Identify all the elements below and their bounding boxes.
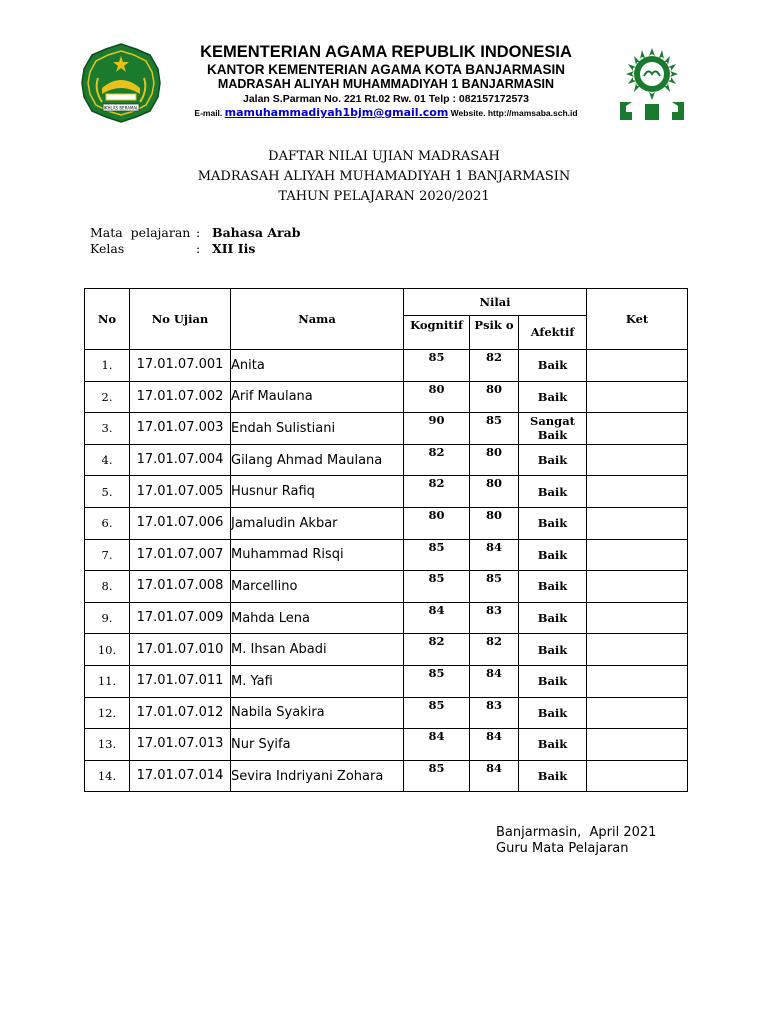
header-kognitif: Kognitif — [404, 316, 470, 350]
afektif-grade: Baik — [519, 350, 587, 382]
table-row — [85, 760, 688, 792]
psiko-score: 84 — [470, 539, 519, 571]
psiko-score: 80 — [470, 476, 519, 508]
student-name: Nur Syifa — [231, 729, 404, 761]
afektif-grade: Baik — [519, 571, 587, 603]
row-number: 4. — [85, 444, 130, 476]
exam-number: 17.01.07.002 — [130, 381, 231, 413]
table-row — [85, 665, 688, 697]
table-row — [85, 476, 688, 508]
table-row — [85, 571, 688, 603]
exam-number: 17.01.07.013 — [130, 729, 231, 761]
table-row — [85, 413, 688, 445]
exam-number: 17.01.07.008 — [130, 571, 231, 603]
table-row — [85, 602, 688, 634]
ket-cell — [587, 602, 688, 634]
row-number: 7. — [85, 539, 130, 571]
student-name: Arif Maulana — [231, 381, 404, 413]
psiko-score: 80 — [470, 507, 519, 539]
row-number: 12. — [85, 697, 130, 729]
afektif-grade: Baik — [519, 665, 587, 697]
exam-number: 17.01.07.014 — [130, 760, 231, 792]
psiko-score: 85 — [470, 571, 519, 603]
row-number: 2. — [85, 381, 130, 413]
letterhead-ministry: KEMENTERIAN AGAMA REPUBLIK INDONESIA — [200, 43, 572, 61]
muhammadiyah-emblem-icon — [614, 44, 690, 124]
title-line-2: MADRASAH ALIYAH MUHAMADIYAH 1 BANJARMASIN — [197, 169, 571, 184]
kognitif-score: 80 — [404, 381, 470, 413]
email-link[interactable]: mamuhammadiyah1bjm@gmail.com — [224, 106, 449, 119]
title-line-3: TAHUN PELAJARAN 2020/2021 — [278, 189, 490, 204]
table-row — [85, 381, 688, 413]
kognitif-score: 82 — [404, 444, 470, 476]
row-number: 11. — [85, 665, 130, 697]
class-colon: : — [196, 240, 201, 256]
table-row — [85, 697, 688, 729]
row-number: 1. — [85, 350, 130, 382]
student-name: Nabila Syakira — [231, 697, 404, 729]
class-value: XII Iis — [212, 240, 256, 256]
signature-place-date: Banjarmasin, April 2021 — [496, 825, 657, 840]
subject-value: Bahasa Arab — [212, 225, 301, 240]
kognitif-score: 85 — [404, 697, 470, 729]
student-name: Mahda Lena — [231, 602, 404, 634]
row-number: 5. — [85, 476, 130, 508]
header-nama: Nama — [231, 289, 404, 350]
exam-number: 17.01.07.009 — [130, 602, 231, 634]
exam-number: 17.01.07.001 — [130, 350, 231, 382]
afektif-grade: Baik — [519, 507, 587, 539]
ket-cell — [587, 697, 688, 729]
table-header — [85, 289, 688, 350]
student-name: Anita — [231, 350, 404, 382]
student-name: M. Ihsan Abadi — [231, 634, 404, 666]
subject-colon: : — [196, 225, 201, 240]
title-line-1: DAFTAR NILAI UJIAN MADRASAH — [268, 149, 500, 164]
afektif-grade: Sangat Baik — [519, 413, 587, 445]
header-psiko: Psik o — [470, 316, 519, 350]
afektif-grade: Baik — [519, 634, 587, 666]
ket-cell — [587, 507, 688, 539]
letterhead-school: MADRASAH ALIYAH MUHAMMADIYAH 1 BANJARMASIN — [217, 77, 555, 91]
afektif-grade: Baik — [519, 476, 587, 508]
row-number: 14. — [85, 760, 130, 792]
header-ket: Ket — [587, 289, 688, 350]
subject-row — [90, 225, 300, 241]
table-row — [85, 444, 688, 476]
kognitif-score: 85 — [404, 539, 470, 571]
exam-number: 17.01.07.003 — [130, 413, 231, 445]
student-name: Jamaludin Akbar — [231, 507, 404, 539]
subject-info — [90, 225, 300, 256]
emblem-banner-text: IKHLAS BERAMAL — [103, 105, 139, 111]
ket-cell — [587, 571, 688, 603]
kognitif-score: 82 — [404, 476, 470, 508]
psiko-score: 84 — [470, 760, 519, 792]
student-name: Gilang Ahmad Maulana — [231, 444, 404, 476]
ket-cell — [587, 539, 688, 571]
afektif-grade: Baik — [519, 539, 587, 571]
kognitif-score: 84 — [404, 729, 470, 761]
ket-cell — [587, 381, 688, 413]
header-afektif: Afektif — [519, 316, 587, 350]
table-row — [85, 350, 688, 382]
kognitif-score: 82 — [404, 634, 470, 666]
exam-number: 17.01.07.007 — [130, 539, 231, 571]
afektif-grade: Baik — [519, 697, 587, 729]
table-body — [85, 350, 688, 792]
kemenag-emblem-icon — [80, 42, 162, 124]
student-name: M. Yafi — [231, 665, 404, 697]
row-number: 3. — [85, 413, 130, 445]
psiko-score: 80 — [470, 381, 519, 413]
table-row — [85, 539, 688, 571]
ket-cell — [587, 729, 688, 761]
exam-number: 17.01.07.011 — [130, 665, 231, 697]
ket-cell — [587, 665, 688, 697]
row-number: 8. — [85, 571, 130, 603]
exam-number: 17.01.07.005 — [130, 476, 231, 508]
header-no: No — [85, 289, 130, 350]
table-row — [85, 634, 688, 666]
kognitif-score: 84 — [404, 602, 470, 634]
ket-cell — [587, 634, 688, 666]
ket-cell — [587, 476, 688, 508]
website-text[interactable]: Website. http://mamsaba.sch.id — [450, 108, 578, 118]
subject-label: Mata pelajaran — [90, 225, 191, 240]
header-nilai: Nilai — [404, 289, 587, 316]
psiko-score: 84 — [470, 665, 519, 697]
psiko-score: 82 — [470, 634, 519, 666]
afektif-grade: Baik — [519, 444, 587, 476]
table-row — [85, 507, 688, 539]
class-row — [90, 241, 300, 257]
student-name: Muhammad Risqi — [231, 539, 404, 571]
afektif-grade: Baik — [519, 602, 587, 634]
row-number: 10. — [85, 634, 130, 666]
email-label: E-mail. — [194, 108, 223, 118]
ket-cell — [587, 444, 688, 476]
afektif-grade: Baik — [519, 381, 587, 413]
kognitif-score: 85 — [404, 760, 470, 792]
row-number: 13. — [85, 729, 130, 761]
student-name: Sevira Indriyani Zohara — [231, 760, 404, 792]
table-row — [85, 729, 688, 761]
class-label: Kelas — [90, 240, 125, 256]
afektif-grade: Baik — [519, 760, 587, 792]
psiko-score: 84 — [470, 729, 519, 761]
signature-role: Guru Mata Pelajaran — [496, 841, 629, 856]
letterhead-address: Jalan S.Parman No. 221 Rt.02 Rw. 01 Telp : 082157172573 — [243, 93, 529, 105]
kognitif-score: 80 — [404, 507, 470, 539]
student-name: Husnur Rafiq — [231, 476, 404, 508]
student-name: Endah Sulistiani — [231, 413, 404, 445]
psiko-score: 85 — [470, 413, 519, 445]
exam-number: 17.01.07.012 — [130, 697, 231, 729]
signature-block — [496, 825, 656, 857]
psiko-score: 82 — [470, 350, 519, 382]
ket-cell — [587, 350, 688, 382]
afektif-grade: Baik — [519, 729, 587, 761]
psiko-score: 83 — [470, 602, 519, 634]
letterhead-office: KANTOR KEMENTERIAN AGAMA KOTA BANJARMASIN — [207, 62, 565, 77]
exam-number: 17.01.07.004 — [130, 444, 231, 476]
kognitif-score: 85 — [404, 665, 470, 697]
psiko-score: 80 — [470, 444, 519, 476]
ket-cell — [587, 760, 688, 792]
row-number: 6. — [85, 507, 130, 539]
exam-number: 17.01.07.006 — [130, 507, 231, 539]
kognitif-score: 85 — [404, 571, 470, 603]
document-title — [84, 147, 684, 207]
student-name: Marcellino — [231, 571, 404, 603]
letterhead-contact — [170, 106, 602, 120]
exam-number: 17.01.07.010 — [130, 634, 231, 666]
kognitif-score: 85 — [404, 350, 470, 382]
row-number: 9. — [85, 602, 130, 634]
psiko-score: 83 — [470, 697, 519, 729]
grades-table — [84, 288, 688, 792]
letterhead — [170, 42, 602, 120]
kognitif-score: 90 — [404, 413, 470, 445]
ket-cell — [587, 413, 688, 445]
header-no-ujian: No Ujian — [130, 289, 231, 350]
